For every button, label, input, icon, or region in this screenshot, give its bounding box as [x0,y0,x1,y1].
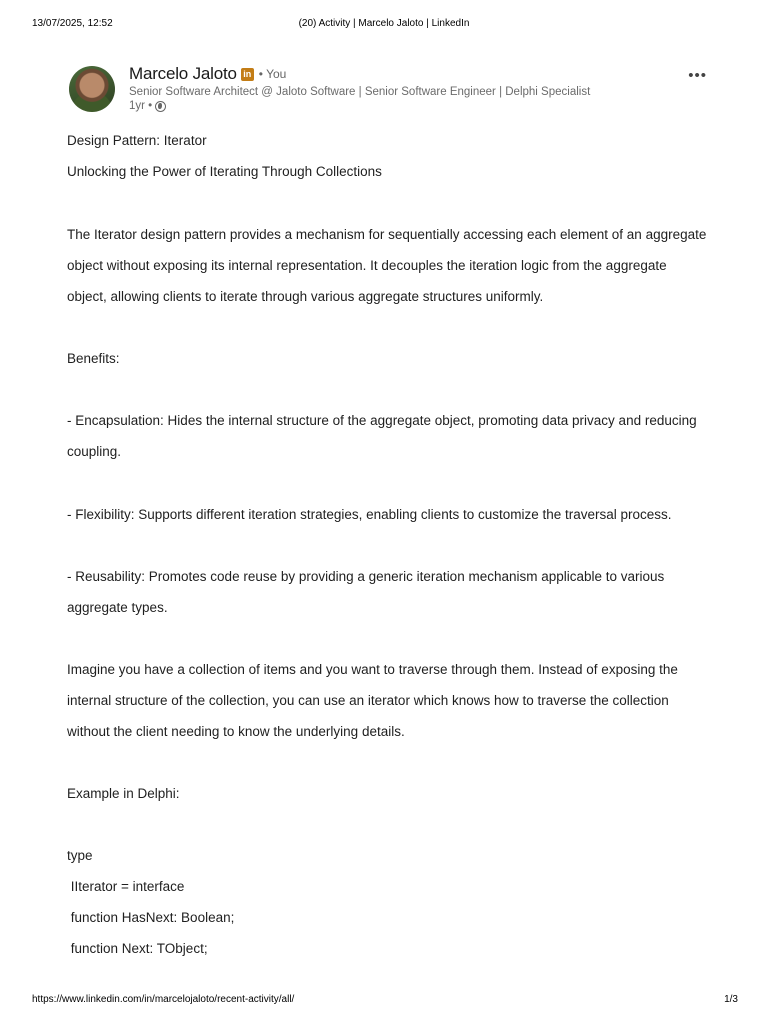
post-line: type [67,848,93,863]
more-options-icon[interactable]: ••• [688,67,707,84]
post-line: without the client needing to know the underlying details. [67,724,405,739]
post-line: aggregate types. [67,600,168,615]
post-line: - Reusability: Promotes code reuse by providing a generic iteration mechanism applicable to various [67,569,665,584]
print-datetime: 13/07/2025, 12:52 [32,18,113,29]
globe-icon [155,101,166,112]
print-url: https://www.linkedin.com/in/marcelojaloto/recent-activity/all/ [32,994,295,1005]
post-line: IIterator = interface [67,879,185,894]
author-headline: Senior Software Architect @ Jaloto Software | Senior Software Engineer | Delphi Specialist [129,86,591,98]
post-line: internal structure of the collection, you can use an iterator which knows how to traverse the collection [67,693,669,708]
post-line: Unlocking the Power of Iterating Through Collections [67,164,382,179]
author-name[interactable]: Marcelo Jaloto [129,64,237,83]
post-line: object, allowing clients to iterate through various aggregate structures uniformly. [67,289,544,304]
post-line: Benefits: [67,351,120,366]
author-avatar[interactable] [69,66,115,112]
print-footer [0,994,768,1008]
post-line: function Next: TObject; [67,941,208,956]
post-line: - Flexibility: Supports different iteration strategies, enabling clients to customize the traversal process. [67,507,672,522]
post-meta [129,100,689,112]
post-line: coupling. [67,444,122,459]
post-time: 1yr • [129,100,153,112]
post-line: - Encapsulation: Hides the internal structure of the aggregate object, promoting data privacy and reducing [67,413,697,428]
you-label: • You [258,67,287,81]
post-line: Design Pattern: Iterator [67,133,207,148]
linkedin-premium-icon: in [241,68,254,81]
post-line: The Iterator design pattern provides a mechanism for sequentially accessing each element of an aggregate [67,227,707,242]
print-page-title: (20) Activity | Marcelo Jaloto | LinkedIn [298,18,470,29]
print-header [0,18,768,32]
post-line: function HasNext: Boolean; [67,910,235,925]
post-line: Imagine you have a collection of items and you want to traverse through them. Instead of exposing the [67,662,678,677]
post-line: object without exposing its internal representation. It decouples the iteration logic from the aggregate [67,258,667,273]
post-author [129,64,689,112]
post-line: Example in Delphi: [67,786,180,801]
print-page-number: 1/3 [724,994,738,1005]
